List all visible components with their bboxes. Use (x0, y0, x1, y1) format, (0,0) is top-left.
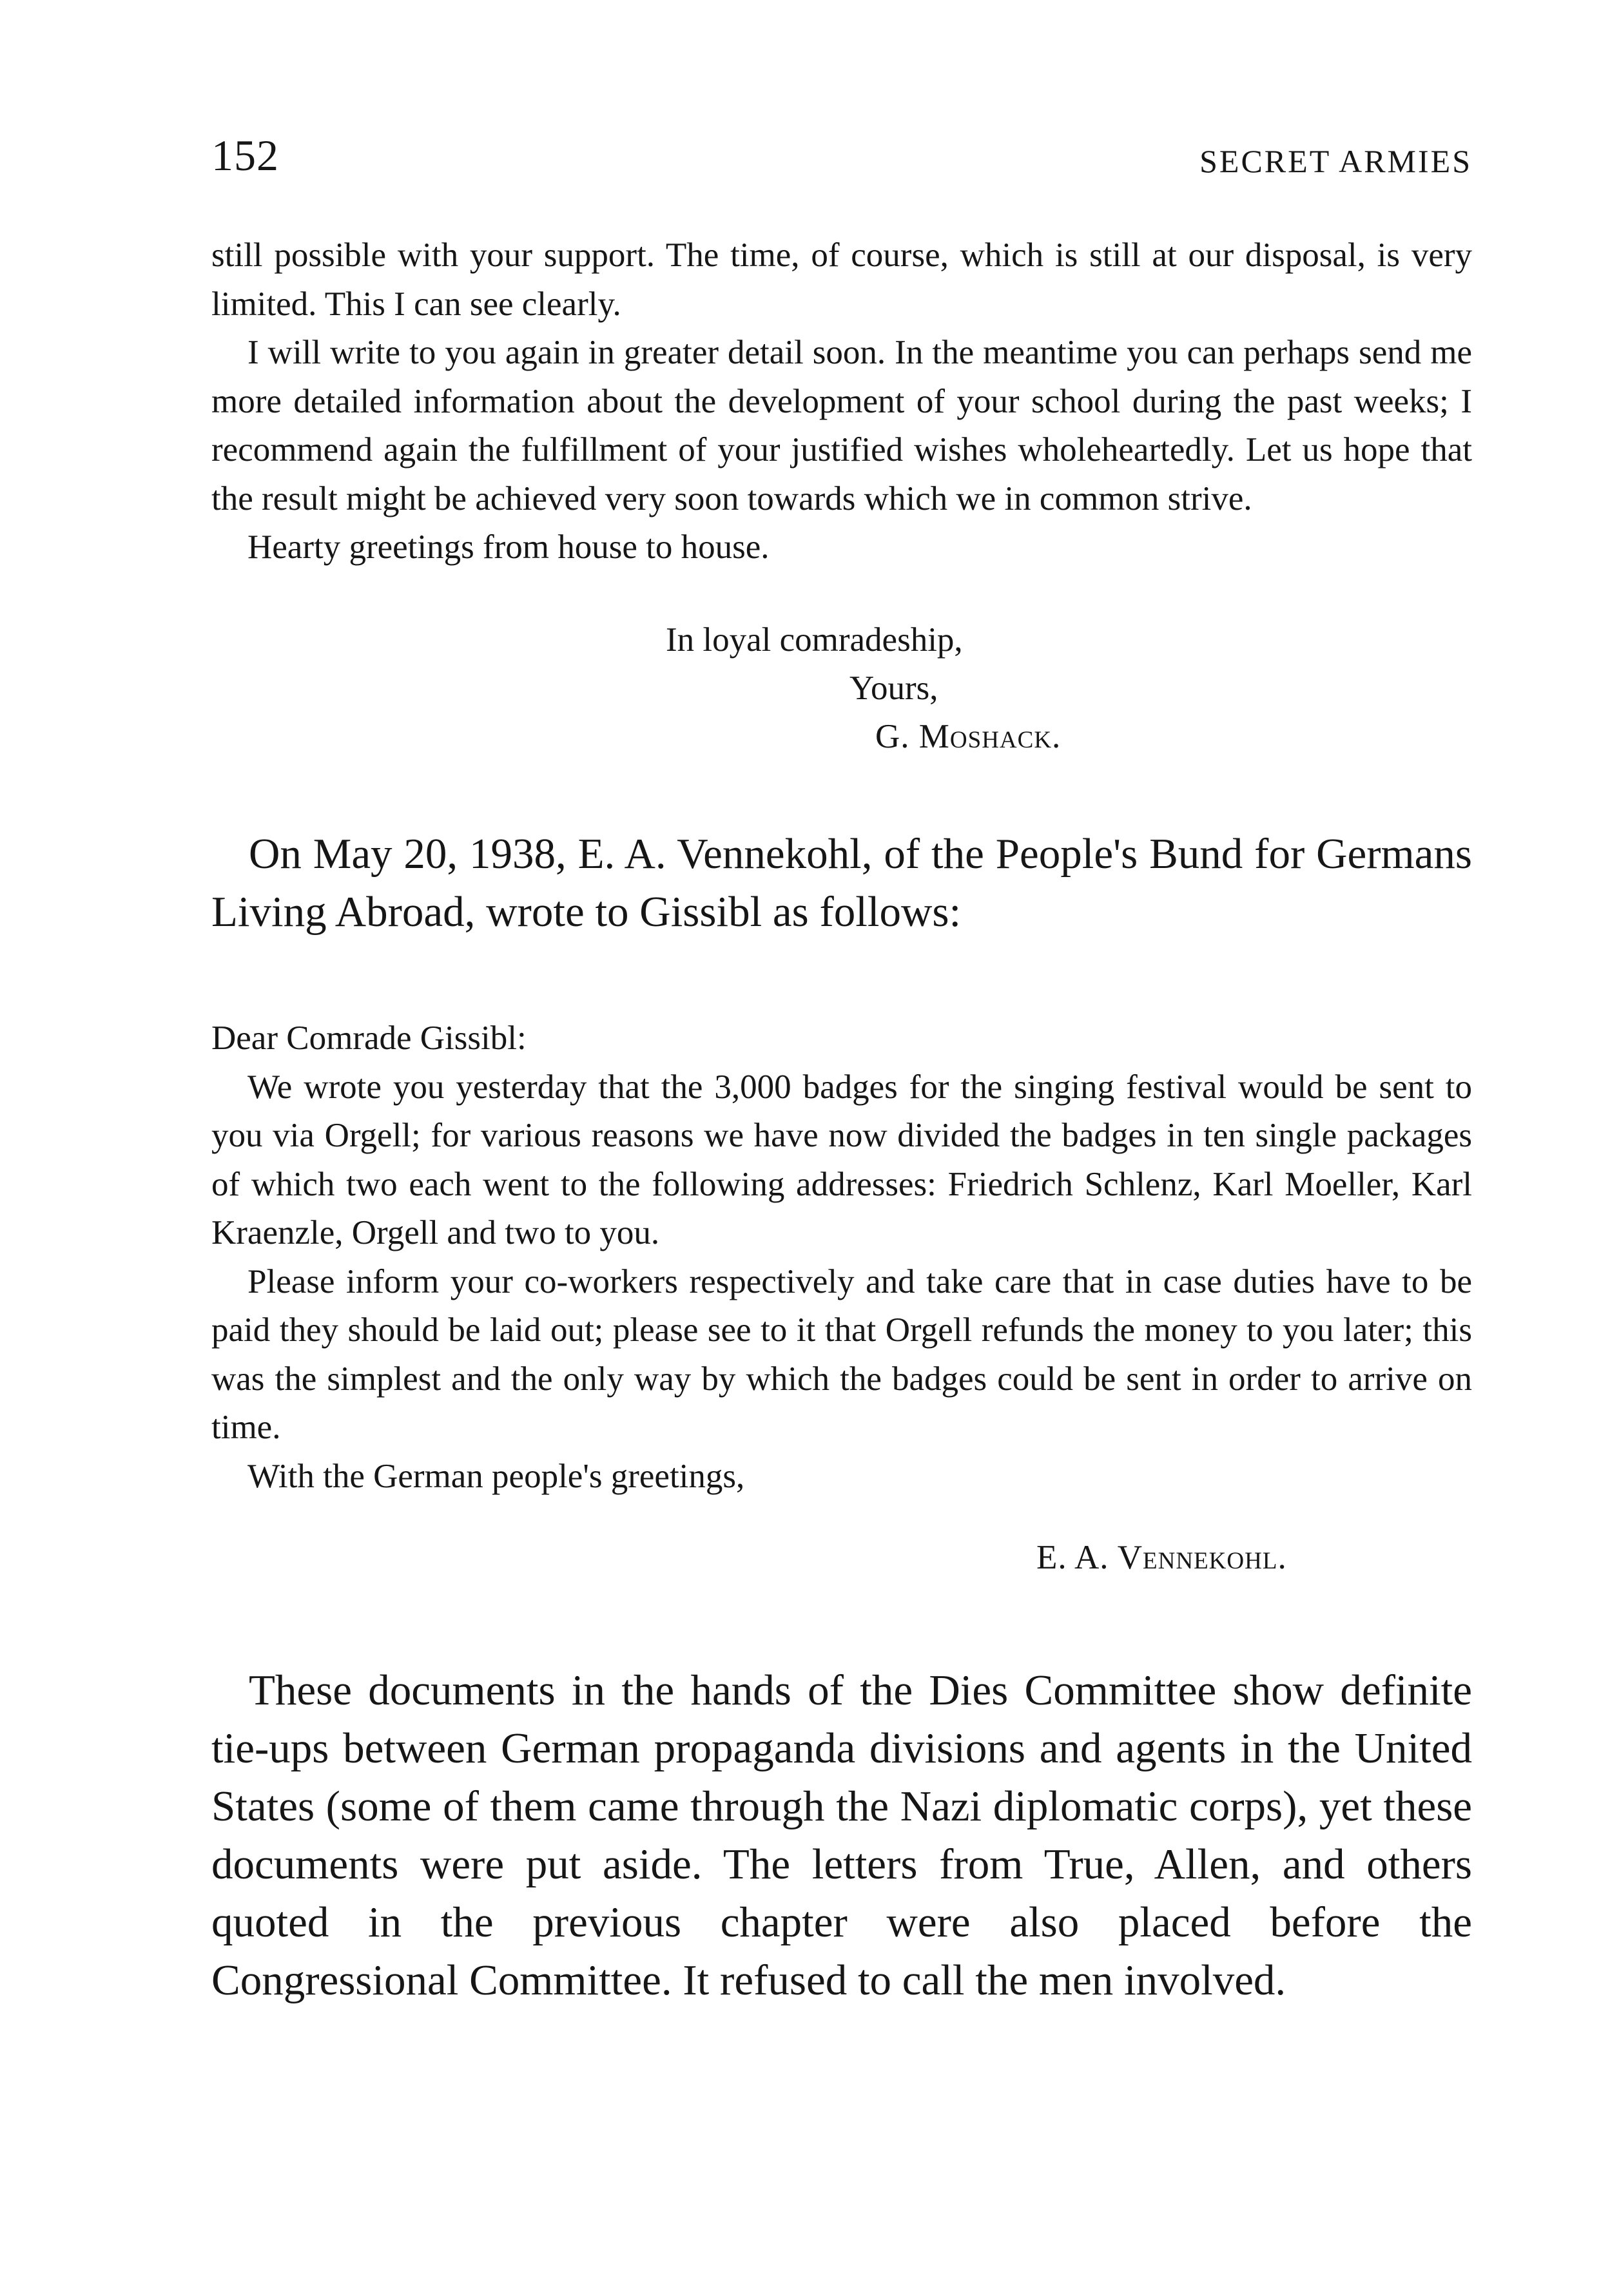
letter-paragraph: I will write to you again in greater detail soon. In the meantime you can perhaps send me more detailed information about the development of your school during the past weeks; I recommend again the fulfillment of your justified wishes wholeheartedly. Let us hope that the result might be achieved very soon towards which we in common strive. (211, 334, 1472, 517)
letter-paragraph: Please inform your co-workers respectively and take care that in case duties have to be paid they should be laid out; please see to it that Orgell refunds the money to you later; this was the simplest and the only way by which the badges could be sent in order to arrive on time. (211, 1262, 1472, 1446)
letter-signature: G. Moshack. (875, 718, 1062, 755)
narrative-paragraph: These documents in the hands of the Dies Committee show definite tie-ups between German propaganda divisions and agents in the United States (some of them came through the Nazi diplomatic corps), yet these documents were put aside. The letters from True, Allen, and others quoted in the previous chapter were also placed before the Congressional Committee. It refused to call the men involved. (211, 1666, 1472, 2004)
letter-paragraph: Hearty greetings from house to house. (247, 528, 770, 566)
narrative-conclusion (211, 1661, 1472, 2009)
letter-paragraph: still possible with your support. The time, of course, which is still at our disposal, is very limited. This I can see clearly. (211, 236, 1472, 323)
narrative-paragraph: On May 20, 1938, E. A. Vennekohl, of the People's Bund for Germans Living Abroad, wrote to Gissibl as follows: (211, 830, 1472, 936)
running-head: SECRET ARMIES (1199, 143, 1472, 179)
page-number: 152 (211, 131, 279, 180)
page-header (211, 126, 1472, 184)
letter-vennekohl (211, 1014, 1472, 1501)
letter-greeting: Dear Comrade Gissibl: (211, 1019, 527, 1057)
letter-salutation-end: Yours, (849, 670, 938, 707)
letter-paragraph: With the German people's greetings, (247, 1457, 745, 1495)
letter-closing: In loyal comradeship, (666, 621, 963, 659)
letter-paragraph: We wrote you yesterday that the 3,000 badges for the singing festival would be sent to you via Orgell; for various reasons we have now divided the badges in ten single packages of which two each went to the following addresses: Friedrich Schlenz, Karl Moeller, Karl Kraenzle, Orgell and two to you. (211, 1068, 1472, 1251)
narrative-intro (211, 825, 1472, 941)
letter-signature: E. A. Vennekohl. (1036, 1539, 1287, 1576)
letter-moshack (211, 231, 1472, 572)
